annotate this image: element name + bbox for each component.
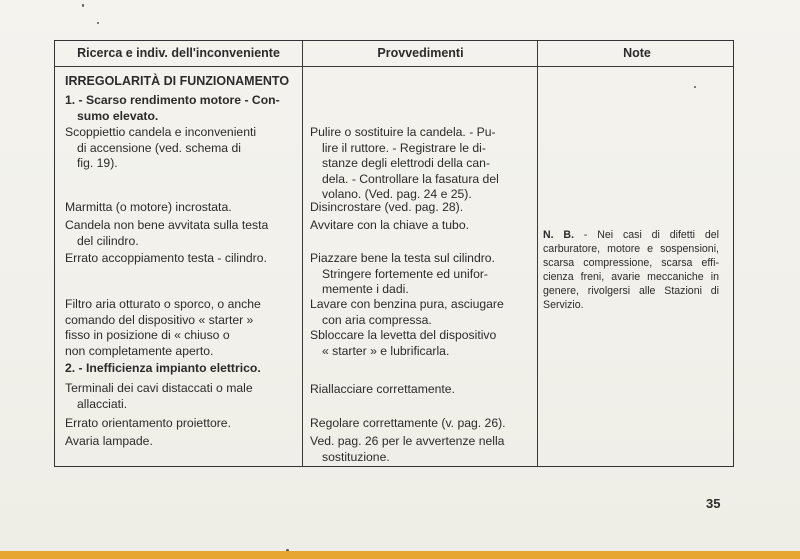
remedy-air-filter: Lavare con benzina pura, asciugare con aria compressa. Sbloccare la levetta del dispositivo « starter » e lubrificarla. — [310, 297, 504, 358]
remedy-head-coupling: Piazzare bene la testa sul cilindro. Stringere fortemente ed unifor- memente i dadi. — [310, 251, 495, 296]
column-divider — [302, 41, 303, 466]
section-heading: IRREGOLARITÀ DI FUNZIONAMENTO — [65, 74, 290, 88]
problem-air-filter: Filtro aria otturato o sporco, o anche comando del dispositivo « starter » fisso in posizione di « chiuso o non completamente aperto. — [65, 297, 261, 358]
header-notes: Note — [623, 46, 651, 60]
remedy-cable-terminals: Riallacciare correttamente. — [310, 382, 455, 396]
remedy-lamps: Ved. pag. 26 per le avvertenze nella sostituzione. — [310, 434, 505, 464]
problem-headlight: Errato orientamento proiettore. — [65, 416, 231, 430]
problem-spark-plug: Scoppiettio candela e inconvenienti di accensione (ved. schema di fig. 19). — [65, 125, 257, 170]
header-research: Ricerca e indiv. dell'inconveniente — [77, 46, 280, 60]
page-edge-stripe — [0, 551, 800, 559]
header-remedies: Provvedimenti — [377, 46, 464, 60]
problem-spark-plug-loose: Candela non bene avvitata sulla testa del cilindro. — [65, 218, 269, 248]
remedy-muffler: Disincrostare (ved. pag. 28). — [310, 200, 464, 214]
subsection-1-title: 1. - Scarso rendimento motore - Con- sumo elevato. — [65, 93, 280, 123]
problem-head-coupling: Errato accoppiamento testa - cilindro. — [65, 251, 267, 265]
remedy-spark-plug: Pulire o sostituire la candela. - Pu- lire il ruttore. - Registrare le di- stanze degli elettrodi della can- dela. - Controllare la fasatura del volano. (Ved. pag. 24 e 25). — [310, 125, 499, 201]
subsection-2-title: 2. - Inefficienza impianto elettrico. — [65, 361, 261, 375]
print-speck — [82, 4, 84, 7]
page-number: 35 — [706, 496, 721, 511]
print-speck — [97, 22, 99, 24]
problem-lamps: Avaria lampade. — [65, 434, 153, 448]
remedy-spark-plug-loose: Avvitare con la chiave a tubo. — [310, 218, 469, 232]
header-divider — [55, 66, 733, 67]
column-divider — [537, 41, 538, 466]
remedy-headlight: Regolare correttamente (v. pag. 26). — [310, 416, 506, 430]
print-speck — [694, 86, 696, 88]
service-note: N. B. - Nei casi di difetti del carburatore, motore e sospensioni, scarsa compressione, scarsa effi- cienza freni, avarie meccaniche in genere, rivolgersi alle Stazioni di Servizio. — [543, 229, 719, 311]
problem-cable-terminals: Terminali dei cavi distaccati o male allacciati. — [65, 381, 253, 411]
problem-muffler: Marmitta (o motore) incrostata. — [65, 200, 232, 214]
